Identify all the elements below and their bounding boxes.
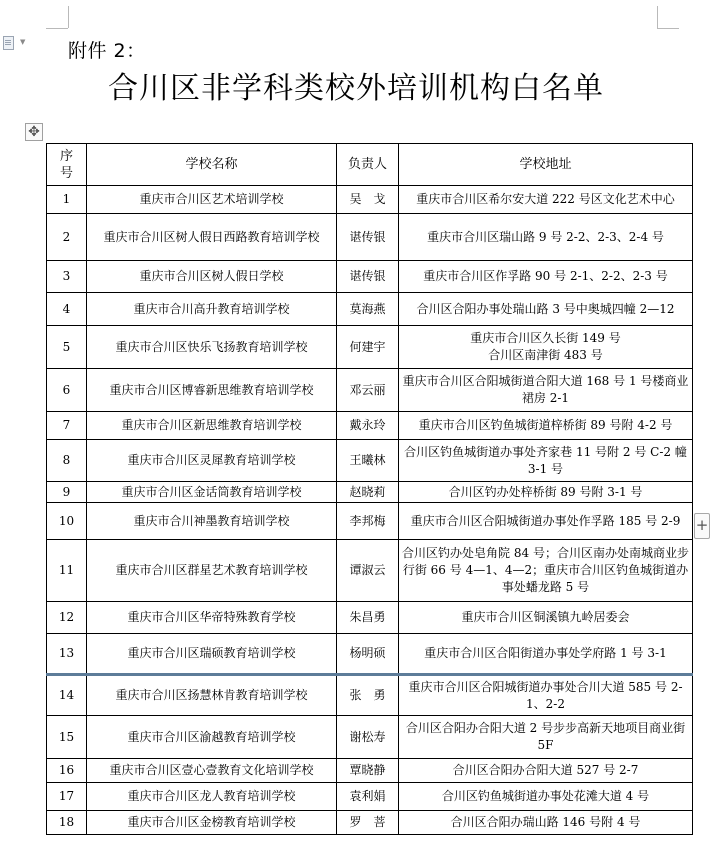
row-index: 16: [47, 759, 87, 783]
crop-mark-top-right: [657, 28, 679, 29]
school-name: 重庆市合川神墨教育培训学校: [87, 503, 337, 540]
school-name: 重庆市合川区金话筒教育培训学校: [87, 482, 337, 503]
whitelist-table: [46, 143, 693, 835]
school-name: 重庆市合川区壹心壹教育文化培训学校: [87, 759, 337, 783]
table-row: [47, 482, 693, 503]
table-row: [47, 293, 693, 326]
table-row: [47, 540, 693, 602]
row-index: 18: [47, 811, 87, 835]
school-address: 合川区合阳办合阳大道 2 号步步高新天地项目商业街 5F: [399, 716, 693, 759]
school-name: 重庆市合川区扬慧林肯教育培训学校: [87, 675, 337, 716]
table-row: [47, 811, 693, 835]
school-address: 重庆市合川区作孚路 90 号 2-1、2-2、2-3 号: [399, 261, 693, 293]
school-name: 重庆市合川区快乐飞扬教育培训学校: [87, 326, 337, 369]
row-index: 17: [47, 783, 87, 811]
table-row: [47, 783, 693, 811]
school-address: 合川区合阳办合阳大道 527 号 2-7: [399, 759, 693, 783]
person-in-charge: 谢松寿: [337, 716, 399, 759]
table-row: [47, 759, 693, 783]
table-row: [47, 369, 693, 412]
school-name: 重庆市合川区树人假日学校: [87, 261, 337, 293]
person-in-charge: 赵晓莉: [337, 482, 399, 503]
person-in-charge: 邓云丽: [337, 369, 399, 412]
crop-mark-top-left: [68, 6, 69, 28]
attachment-label: 附件 2：: [68, 40, 146, 62]
table-row: [47, 675, 693, 716]
row-index: 13: [47, 634, 87, 675]
row-index: 6: [47, 369, 87, 412]
person-in-charge: 李邦梅: [337, 503, 399, 540]
school-address: 重庆市合川区铜溪镇九岭居委会: [399, 602, 693, 634]
row-index: 7: [47, 412, 87, 440]
school-name: 重庆市合川区新思维教育培训学校: [87, 412, 337, 440]
school-address: 重庆市合川区合阳城街道办事处合川大道 585 号 2-1、2-2: [399, 675, 693, 716]
table-row: [47, 261, 693, 293]
person-in-charge: 罗 菩: [337, 811, 399, 835]
chevron-down-icon[interactable]: ▼: [20, 38, 26, 46]
school-name: 重庆市合川区渝越教育培训学校: [87, 716, 337, 759]
table-row: [47, 634, 693, 675]
add-column-icon[interactable]: +: [694, 513, 710, 539]
person-in-charge: 覃晓静: [337, 759, 399, 783]
person-in-charge: 戴永玲: [337, 412, 399, 440]
person-in-charge: 谭淑云: [337, 540, 399, 602]
row-index: 9: [47, 482, 87, 503]
table-row: [47, 412, 693, 440]
school-address: 重庆市合川区钓鱼城街道梓桥街 89 号附 4-2 号: [399, 412, 693, 440]
person-in-charge: 朱昌勇: [337, 602, 399, 634]
header-address: 学校地址: [399, 144, 693, 186]
row-index: 14: [47, 675, 87, 716]
row-index: 15: [47, 716, 87, 759]
person-in-charge: 谌传银: [337, 214, 399, 261]
row-index: 10: [47, 503, 87, 540]
person-in-charge: 莫海燕: [337, 293, 399, 326]
table-row: [47, 186, 693, 214]
school-name: 重庆市合川区瑞硕教育培训学校: [87, 634, 337, 675]
table-row: [47, 602, 693, 634]
row-index: 4: [47, 293, 87, 326]
row-index: 2: [47, 214, 87, 261]
person-in-charge: 何建宇: [337, 326, 399, 369]
school-address: 重庆市合川区合阳城街道合阳大道 168 号 1 号楼商业裙房 2-1: [399, 369, 693, 412]
row-index: 11: [47, 540, 87, 602]
school-address: 重庆市合川区瑞山路 9 号 2-2、2-3、2-4 号: [399, 214, 693, 261]
school-name: 重庆市合川区群星艺术教育培训学校: [87, 540, 337, 602]
school-name: 重庆市合川区艺术培训学校: [87, 186, 337, 214]
document-icon[interactable]: [3, 36, 14, 50]
person-in-charge: 杨明硕: [337, 634, 399, 675]
school-name: 重庆市合川高升教育培训学校: [87, 293, 337, 326]
table-row: [47, 214, 693, 261]
row-index: 5: [47, 326, 87, 369]
crop-mark-top-left: [46, 28, 68, 29]
school-name: 重庆市合川区树人假日西路教育培训学校: [87, 214, 337, 261]
row-index: 8: [47, 440, 87, 482]
person-in-charge: 袁利娟: [337, 783, 399, 811]
header-index: 序 号: [47, 144, 87, 186]
school-address: 合川区合阳办瑞山路 146 号附 4 号: [399, 811, 693, 835]
crop-mark-top-right: [657, 6, 658, 28]
school-address: 重庆市合川区久长街 149 号 合川区南津街 483 号: [399, 326, 693, 369]
school-name: 重庆市合川区博睿新思维教育培训学校: [87, 369, 337, 412]
person-in-charge: 张 勇: [337, 675, 399, 716]
header-school-name: 学校名称: [87, 144, 337, 186]
school-address: 重庆市合川区希尔安大道 222 号区文化艺术中心: [399, 186, 693, 214]
row-index: 3: [47, 261, 87, 293]
school-name: 重庆市合川区灵犀教育培训学校: [87, 440, 337, 482]
move-table-icon[interactable]: ✥: [25, 123, 43, 141]
person-in-charge: 吴 戈: [337, 186, 399, 214]
school-address: 重庆市合川区合阳城街道办事处作孚路 185 号 2-9: [399, 503, 693, 540]
table-row: [47, 716, 693, 759]
table-row: [47, 440, 693, 482]
person-in-charge: 谌传银: [337, 261, 399, 293]
school-address: 合川区钓鱼城街道办事处齐家巷 11 号附 2 号 C-2 幢 3-1 号: [399, 440, 693, 482]
person-in-charge: 王曦林: [337, 440, 399, 482]
school-name: 重庆市合川区龙人教育培训学校: [87, 783, 337, 811]
row-index: 12: [47, 602, 87, 634]
table-row: [47, 503, 693, 540]
header-person-in-charge: 负责人: [337, 144, 399, 186]
school-address: 重庆市合川区合阳街道办事处学府路 1 号 3-1: [399, 634, 693, 675]
school-address: 合川区合阳办事处瑞山路 3 号中奥城四幢 2—12: [399, 293, 693, 326]
document-title: 合川区非学科类校外培训机构白名单: [108, 71, 604, 106]
school-name: 重庆市合川区金榜教育培训学校: [87, 811, 337, 835]
school-name: 重庆市合川区华帝特殊教育学校: [87, 602, 337, 634]
school-address: 合川区钓鱼城街道办事处花滩大道 4 号: [399, 783, 693, 811]
school-address: 合川区钓办处梓桥街 89 号附 3-1 号: [399, 482, 693, 503]
school-address: 合川区钓办处皂角院 84 号；合川区南办处南城商业步行街 66 号 4—1、4—2；重庆市合川区钓鱼城街道办事处蟠龙路 5 号: [399, 540, 693, 602]
table-row: [47, 326, 693, 369]
row-index: 1: [47, 186, 87, 214]
